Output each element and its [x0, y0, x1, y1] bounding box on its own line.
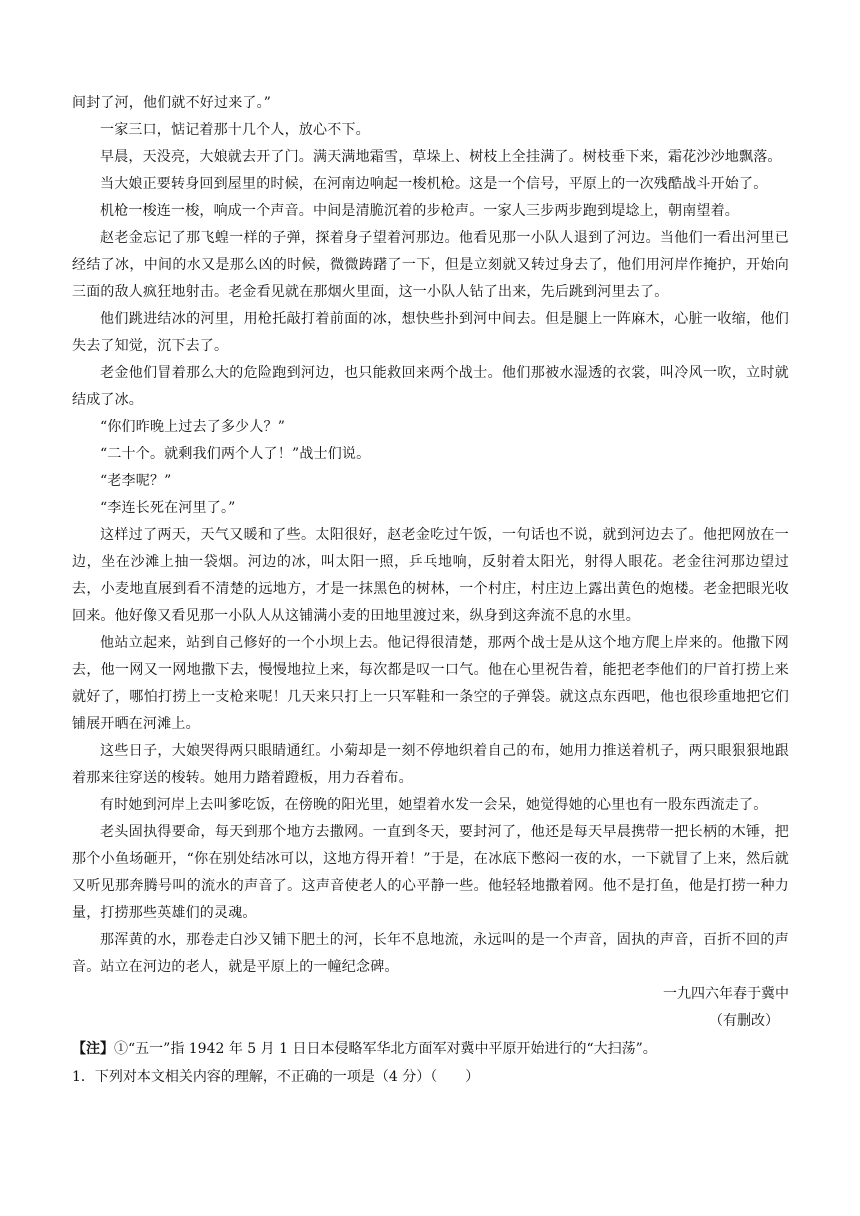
paragraph: 他站立起来，站到自己修好的一个小坝上去。他记得很清楚，那两个战士是从这个地方爬上岸来的。他撒下网去，他一网又一网地撒下去，慢慢地拉上来，每次都是叹一口气。他在心里祝告着，能把老李他们的尸首打捞上来就好了，哪怕打捞上一支枪来呢！几天来只打上一只军鞋和一条空的子弹袋。就这点东西吧，他也很珍重地把它们铺展开晒在河滩上。 — [72, 635, 789, 732]
paragraph: 老金他们冒着那么大的危险跑到河边，也只能救回来两个战士。他们那被水湿透的衣裳，叫冷风一吹，立时就结成了冰。 — [72, 365, 789, 408]
question-1: 1．下列对本文相关内容的理解，不正确的一项是（4 分）（ ） — [72, 1069, 480, 1085]
paragraph: 机枪一梭连一梭，响成一个声音。中间是清脆沉着的步枪声。一家人三步两步跑到堤埝上，朝南望着。 — [100, 203, 739, 219]
paragraph: “老李呢？” — [100, 473, 172, 489]
paragraph: 间封了河，他们就不好过来了。” — [72, 95, 272, 111]
footnote-label: 【注】 — [72, 1041, 114, 1057]
paragraph: 老头固执得要命，每天到那个地方去撒网。一直到冬天，要封河了，他还是每天早晨携带一把长柄的木锤，把那个小鱼场砸开，“你在别处结冰可以，这地方得开着！”于是，在冰底下憋闷一夜的水，一下就冒了上来，然后就又听见那奔腾号叫的流水的声音了。这声音使老人的心平静一些。他轻轻地撒着网。他不是打鱼，他是打捞一种力量，打捞那些英雄们的灵魂。 — [72, 824, 789, 921]
footnote-text: ①“五一”指 1942 年 5 月 1 日日本侵略军华北方面军对冀中平原开始进行的“大扫荡”。 — [114, 1041, 657, 1057]
paragraph: 有时她到河岸上去叫爹吃饭，在傍晚的阳光里，她望着水发一会呆，她觉得她的心里也有一股东西流走了。 — [100, 797, 768, 813]
paragraph: “李连长死在河里了。” — [100, 500, 236, 516]
article-body — [72, 90, 789, 1091]
paragraph-list — [72, 90, 789, 981]
paragraph: “你们昨晚上过去了多少人？” — [100, 419, 286, 435]
edit-note: （有删改） — [709, 1013, 779, 1029]
paragraph: 赵老金忘记了那飞蝗一样的子弹，探着身子望着河那边。他看见那一小队人退到了河边。当他们一看出河里已经结了冰，中间的水又是那么凶的时候，微微踌躇了一下，但是立刻就又转过身去了，他们用河岸作掩护，开始向三面的敌人疯狂地射击。老金看见就在那烟火里面，这一小队人钻了出来，先后跳到河里去了。 — [72, 230, 789, 300]
signature-date: 一九四六年春于冀中 — [663, 986, 789, 1002]
paragraph: 那浑黄的水，那卷走白沙又铺下肥土的河，长年不息地流，永远叫的是一个声音，固执的声音，百折不回的声音。站立在河边的老人，就是平原上的一幢纪念碑。 — [72, 932, 789, 975]
paragraph: 这些日子，大娘哭得两只眼睛通红。小菊却是一刻不停地织着自己的布，她用力推送着机子，两只眼狠狠地跟着那来往穿送的梭转。她用力踏着蹬板，用力吞着布。 — [72, 743, 789, 786]
paragraph: 当大娘正要转身回到屋里的时候，在河南边响起一梭机枪。这是一个信号，平原上的一次残酷战斗开始了。 — [100, 176, 768, 192]
paragraph: 早晨，天没亮，大娘就去开了门。满天满地霜雪，草垛上、树枝上全挂满了。树枝垂下来，霜花沙沙地飘落。 — [100, 149, 782, 165]
footnote — [72, 1035, 789, 1063]
paragraph: 他们跳进结冰的河里，用枪托敲打着前面的冰，想快些扑到河中间去。但是腿上一阵麻木，心脏一收缩，他们失去了知觉，沉下去了。 — [72, 311, 789, 354]
paragraph: “二十个。就剩我们两个人了！”战士们说。 — [100, 446, 371, 462]
paragraph: 一家三口，惦记着那十几个人，放心不下。 — [100, 122, 370, 138]
paragraph: 这样过了两天，天气又暖和了些。太阳很好，赵老金吃过午饭，一句话也不说，就到河边去了。他把网放在一边，坐在沙滩上抽一袋烟。河边的冰，叫太阳一照，乒乓地响，反射着太阳光，射得人眼花。老金往河那边望过去，小麦地直展到看不清楚的远地方，才是一抹黑色的树林，一个村庄，村庄边上露出黄色的炮楼。老金把眼光收回来。他好像又看见那一小队人从这铺满小麦的田地里渡过来，纵身到这奔流不息的水里。 — [72, 527, 789, 624]
